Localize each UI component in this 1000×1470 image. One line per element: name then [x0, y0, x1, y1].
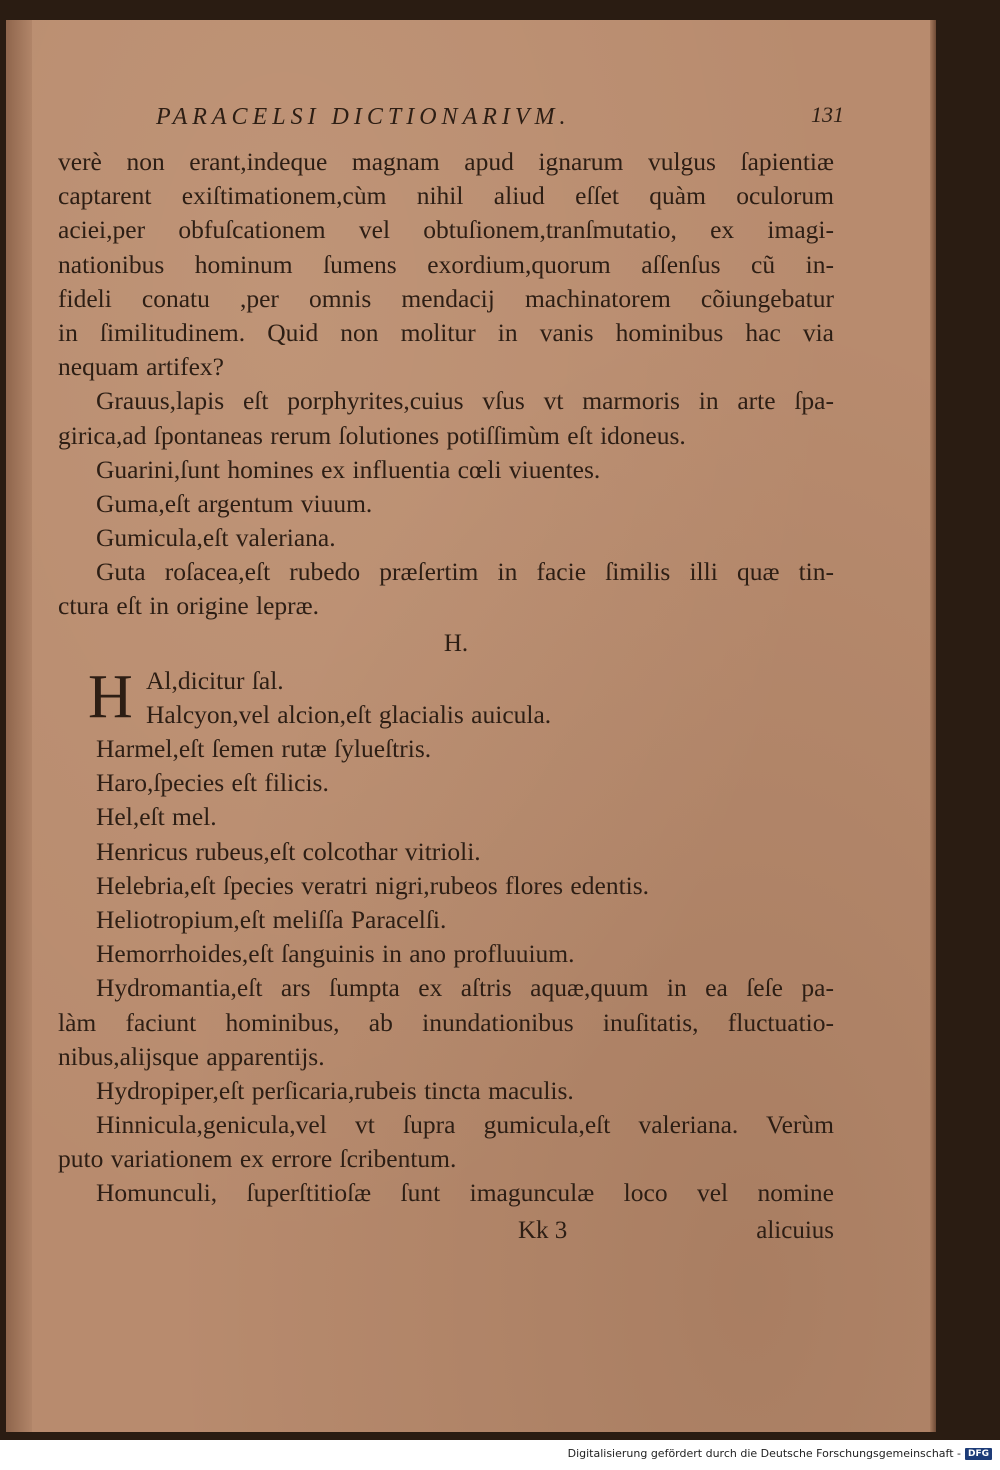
entries-g — [58, 145, 834, 624]
text-line: Homunculi, ſuperſtitioſæ ſunt imagunculæ loco vel nomine — [96, 1178, 834, 1208]
text-line: puto variationem ex errore ſcribentum. — [58, 1144, 457, 1174]
text-line: nibus,alijsque apparentijs. — [58, 1041, 325, 1071]
running-title: PARACELSI DICTIONARIVM. — [156, 104, 571, 130]
text-line: Hel,eſt mel. — [96, 802, 217, 832]
text-line: captarent exiſtimationem,cùm nihil aliud eſſet quàm oculorum — [58, 181, 834, 211]
text-line: fideli conatu ,per omnis mendacij machinatorem cõiungebatur — [58, 283, 834, 313]
text-line: nationibus hominum ſumens exordium,quorum aſſenſus cũ in- — [58, 249, 834, 279]
page-right-edge — [930, 20, 936, 1432]
signature-mark: Kk 3 — [518, 1217, 568, 1244]
text-line: Guta roſacea,eſt rubedo præſertim in facie ſimilis illi quæ tin- — [96, 557, 834, 587]
text-line: Henricus rubeus,eſt colcothar vitrioli. — [96, 836, 481, 866]
text-line: làm faciunt hominibus, ab inundationibus inuſitatis, fluctuatio- — [58, 1007, 834, 1037]
text-line: Helebria,eſt ſpecies veratri nigri,rubeos flores edentis. — [96, 870, 650, 900]
entries-h — [58, 732, 834, 1211]
text-line: Hydropiper,eſt perſicaria,rubeis tincta maculis. — [96, 1075, 574, 1105]
text-line: Al,dicitur ſal. — [146, 665, 284, 695]
dropcap-letter: H — [88, 662, 133, 731]
text-line: Gumicula,eſt valeriana. — [96, 523, 336, 553]
text-line: girica,ad ſpontaneas rerum ſolutiones potiſſimùm eſt idoneus. — [58, 420, 686, 450]
page-number: 131 — [811, 102, 844, 127]
text-line: Grauus,lapis eſt porphyrites,cuius vſus vt marmoris in arte ſpa- — [96, 386, 834, 416]
text-line: Halcyon,vel alcion,eſt glacialis auicula. — [146, 699, 552, 729]
text-line: Guma,eſt argentum viuum. — [96, 488, 373, 518]
footer-text: Digitalisierung gefördert durch die Deutsche Forschungsgemeinschaft - — [567, 1447, 961, 1460]
text-line: verè non erant,indeque magnam apud ignarum vulgus ſapientiæ — [58, 147, 834, 176]
digitization-footer — [568, 1447, 992, 1460]
text-line: nequam artifex? — [58, 352, 224, 382]
text-line: Hinnicula,genicula,vel vt ſupra gumicula,eſt valeriana. Verùm — [96, 1110, 834, 1140]
section-heading: H. — [443, 629, 469, 657]
dropcap-entry — [58, 664, 834, 732]
catchword: alicuius — [756, 1217, 834, 1244]
text-line: Haro,ſpecies eſt filicis. — [96, 768, 329, 798]
text-line: Heliotropium,eſt meliſſa Paracelſi. — [96, 904, 447, 934]
body-text — [58, 145, 834, 1211]
catch-line — [58, 1217, 834, 1251]
book-page — [6, 20, 936, 1432]
text-line: in ſimilitudinem. Quid non molitur in vanis hominibus hac via — [58, 317, 834, 347]
text-line: Guarini,ſunt homines ex influentia cœli viuentes. — [96, 454, 601, 484]
text-line: Harmel,eſt ſemen rutæ ſylueſtris. — [96, 734, 432, 763]
text-line: Hemorrhoides,eſt ſanguinis in ano profluuium. — [96, 939, 575, 969]
text-line: ctura eſt in origine lepræ. — [58, 591, 320, 621]
text-line: Hydromantia,eſt ars ſumpta ex aſtris aquæ,quum in ea ſeſe pa- — [96, 973, 834, 1003]
dfg-logo: DFG — [965, 1448, 992, 1460]
text-line: aciei,per obfuſcationem vel obtuſionem,tranſmutatio, ex imagi- — [58, 215, 834, 245]
page-gutter-shadow — [6, 20, 32, 1432]
